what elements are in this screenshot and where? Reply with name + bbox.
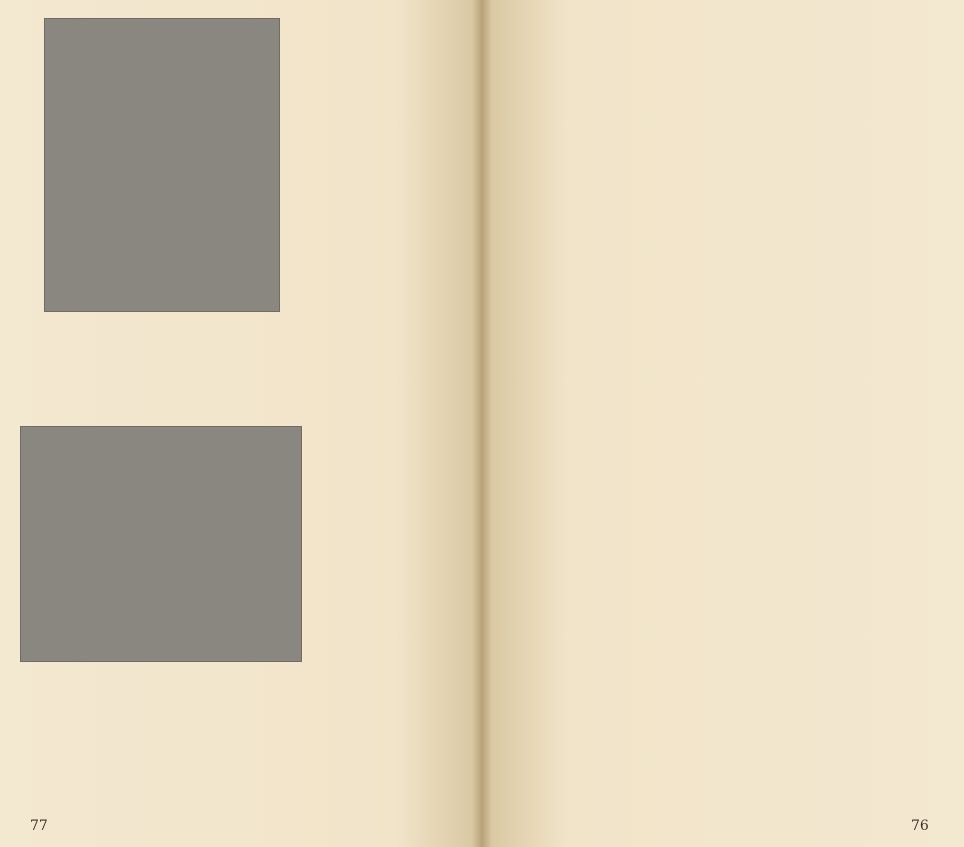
photo-figure-3-6 [20, 426, 302, 662]
page-number-left: 77 [30, 818, 48, 834]
photo-figure-3-5 [44, 18, 280, 312]
page-number-right: 76 [911, 818, 929, 834]
gutter-shadow [472, 0, 492, 847]
right-page [482, 0, 964, 847]
